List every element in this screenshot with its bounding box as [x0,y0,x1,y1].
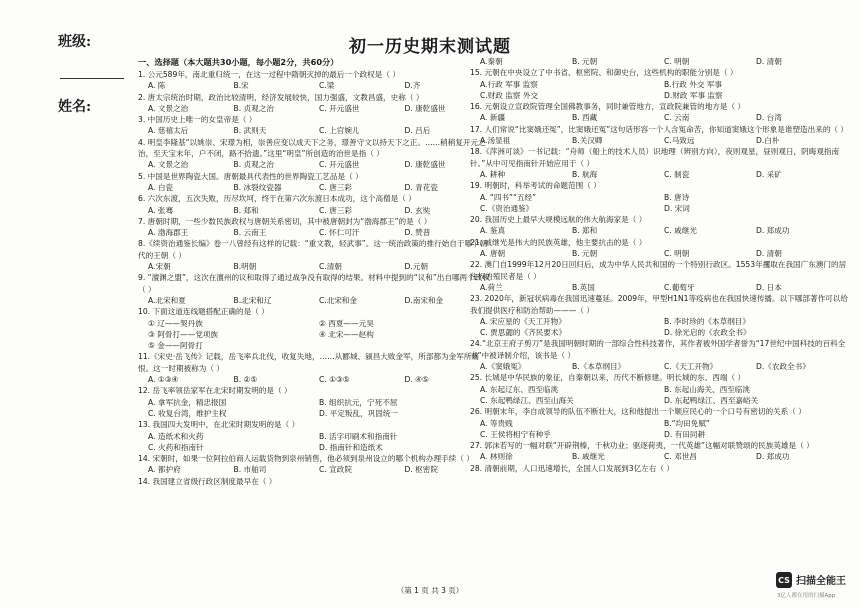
answer-option: C.财政 监察 外交 [480,90,539,100]
answer-option: D.白朴 [756,136,780,146]
question-item [138,306,490,351]
answer-option: C. 开元盛世 [319,103,360,113]
camscanner-name: 扫描全能王 [796,576,846,587]
answer-option: D. 宋词 [664,203,690,213]
answer-option: ③ 阿骨打——党项族 [148,329,218,339]
answer-option: C.葡萄牙 [664,282,695,292]
question-item [138,92,490,115]
answer-option: D. 郑成功 [756,452,790,462]
answer-option: D. 日本 [756,282,782,292]
right-question-list [470,56,848,474]
answer-option: B. 贞观之治 [233,103,274,113]
option-row [138,374,490,385]
question-text: 16. 元朝设立宣政院管理全国佛教事务，同时兼管地方，宣政院兼管的地方是（ ） [470,102,746,112]
option-row [138,227,490,238]
option-row [138,295,490,306]
option-row [138,159,490,170]
answer-option: D.元朝 [404,262,428,272]
option-row [138,318,490,352]
answer-option: B.“均田免赋” [664,418,710,428]
question-item [470,463,848,474]
option-row [470,169,848,180]
question-text: 9. “澶渊之盟”，这次在澶州的议和取得了通过战争没有取得的结果。材料中提到的“议和”出自哪两个政权（ ） [138,273,490,294]
question-item [470,214,848,237]
option-row [138,182,490,193]
question-text: 25. 长城是中华民族的象征，自秦朝以来，历代不断修建。明长城的东、西端（ ） [470,373,746,383]
question-text: 23. 2020年，新冠状病毒在我国迅速蔓延。2009年，甲型H1N1等疫病也在我国快速传播。以下哪部著作可以给我们提供医疗和防治帮助———（ ） [470,294,848,315]
answer-option: D. 康乾盛世 [404,160,446,170]
answer-option: D.《农政全书》 [756,362,810,372]
question-text: 6. 六次东渡，五次失败，历尽坎坷，终于在第六次东渡日本成功，这个高僧是（ ） [138,194,416,204]
answer-option: D. 清朝 [756,57,782,66]
answer-option: C. ①③⑤ [319,375,350,385]
answer-option: B. 元朝 [572,249,598,259]
answer-option: A. 拿军抗金，精忠报国 [148,397,227,407]
question-text: 13. 我国四大发明中，在北宋时期发明的是（ ） [138,420,300,430]
answer-option: B. 郑和 [572,226,598,236]
question-text: 1. 公元589年，南北重归统一，在这一过程中隋朝灭掉的最后一个政权是（ ） [138,70,400,79]
option-row [470,451,848,462]
option-row [138,464,490,475]
answer-option: C.《资治通鉴》 [480,203,534,213]
question-text: 17. 人们常说“比窦娥还冤”，比窦娥还冤”这句话形容一个人含冤命苦，你知道窦娥这个形象是谁塑造出来的（ ） [470,124,849,134]
question-text: 3. 中国历史上唯一的女皇帝是（ ） [138,115,257,125]
question-item [470,237,848,260]
answer-option: D. 玄奘 [404,205,431,215]
answer-option: B. ②⑤ [233,375,258,385]
answer-option: D. 徐光启的《农政全书》 [664,328,751,338]
question-item [138,193,490,216]
question-text: 8.《续资治通鉴长编》卷一八曾经有这样的记载：“重文教，轻武事”。这一统治政策的推行始自于哪个朝代的王朝（ ） [138,239,488,260]
answer-option: A.汤显祖 [480,136,511,146]
answer-option: ① 辽——契丹族 [148,318,203,328]
question-item [470,293,848,338]
answer-option: D. 有田同耕 [664,429,706,439]
answer-option: C. 收复台湾，维护主权 [148,408,227,418]
option-row [470,248,848,259]
question-text: 28. 清朝前期，人口迅速增长，全国人口发展到3亿左右（ ） [470,463,674,473]
answer-option: A.北宋和夏 [148,295,186,305]
option-row [470,384,848,407]
answer-option: D. 指南针和造纸术 [319,442,383,452]
answer-option: D. ④⑤ [404,375,429,385]
question-text: 21. 戚继光是伟大的民族英雄，他主要抗击的是（ ） [470,237,647,247]
answer-option: C. 戚继光 [664,226,697,236]
class-label: 班级: [58,34,92,50]
answer-option: B. 戚继光 [572,452,605,462]
answer-option: D.南宋和金 [404,295,444,305]
answer-option: C. 制瓷 [664,169,690,179]
question-item [470,146,848,180]
question-text: 27. 郭沫若写的一幅对联“开辟荆榛，千秋功业；驱逐荷夷，一代英雄”这幅对联赞颂的民族英雄是（ ） [470,441,814,451]
option-row [470,56,848,67]
answer-option: A. 张骞 [148,205,174,215]
right-column [470,56,848,474]
answer-option: C.梁 [319,81,335,91]
question-item [138,69,490,92]
answer-option: C. 邓世昌 [664,452,697,462]
question-item [138,272,490,306]
answer-option: B.《本草纲目》 [572,362,626,372]
answer-option: C. 东起鸭绿江、西至山海关 [480,395,574,405]
option-row [470,225,848,236]
answer-option: C. 怀仁可汗 [319,228,360,238]
answer-option: A. 鉴真 [480,226,506,236]
answer-option: C. 火药和指南针 [148,442,204,452]
option-row [138,80,490,91]
question-text: 22. 澳门自1999年12月20日回归后，成为中华人民共和国的一个特别行政区。1553年攫取在我国广东澳门的居住权的殖民者是（ ） [470,260,847,281]
answer-option: B. 西藏 [572,113,598,123]
answer-option: A. 等贵贱 [480,418,513,428]
question-text: 12. 岳飞率领岳家军在北宋时期发明的是（ ） [138,386,292,396]
answer-option: D. 吕后 [404,126,431,136]
left-column [138,56,490,487]
question-item [470,101,848,124]
page-footer: （第 1 页 共 3 页） [396,586,464,595]
answer-option: A. 东起辽东、西至临洮 [480,384,559,394]
answer-option: C. 唐三彩 [319,205,352,215]
question-item [138,238,490,272]
question-item [138,114,490,137]
question-text: 10. 下面这道连线题搭配正确的是（ ） [138,307,269,317]
name-label: 姓名: [58,99,92,115]
camscanner-tagline: 3亿人都在用的扫描App [777,593,836,599]
question-text: 15. 元朝在中央设立了中书省、枢密院、和御史台，这些机构的职能分别是（ ） [470,68,738,78]
option-row [138,261,490,272]
class-underline [60,78,124,79]
question-item [470,372,848,406]
answer-option: B. 组织抗元，宁死不屈 [319,397,398,407]
answer-option: A. 慈禧太后 [148,126,189,136]
answer-option: A.秦朝 [480,57,503,66]
answer-option: D.财政 军事 监察 [664,90,723,100]
answer-option: C.《天工开物》 [664,362,718,372]
answer-option: B.北宋和辽 [233,295,272,305]
question-item [138,137,490,171]
question-text: 26. 明朝末年，李自成领导的队伍不断壮大，这和他提出一个顺应民心的一个口号有密切的关系（ ） [470,407,806,417]
question-item [470,124,848,147]
camscanner-logo-icon: CS [776,572,792,588]
question-item [138,419,490,453]
question-item [138,385,490,419]
question-text: 4. 明皇李隆基“以姚崇、宋璟为相，崇善应变以成天下之务，璟善守文以持天下之正。……稍稍复开元之治，至天宝末年，户不闭，路不拾遗。”这里“明皇”所创造的治世是指（ ） [138,137,486,159]
answer-option: C. 明朝 [664,249,690,259]
answer-option: D. 采矿 [756,169,782,179]
answer-option: D. 赞普 [404,228,431,238]
answer-option: ④ 北宋——赵构 [319,329,374,339]
question-text: 18.《萍洲可谈》一书记载：“舟师（船上的技术人员）识地理（辨别方向），夜则观星，昼则观日，阴晦观指南针。”从中可见指南针开始应用于（ ） [470,147,840,168]
answer-option: D. 康乾盛世 [404,103,446,113]
answer-option: A. 文景之治 [148,103,189,113]
option-row [470,361,848,372]
answer-option: B. 元朝 [572,57,598,66]
answer-option: A. 文景之治 [148,160,189,170]
question-item [138,476,490,487]
answer-option: A. 都护府 [148,465,181,475]
question-item [138,453,490,476]
answer-option: A.行政 军事 监察 [480,79,538,89]
answer-option: B.行政 外交 军事 [664,79,723,89]
answer-option: B. 唐诗 [664,192,690,202]
question-item [470,338,848,372]
answer-option: B. 云南王 [233,228,267,238]
option-row [138,397,490,420]
question-item [138,216,490,239]
answer-option: D.齐 [404,81,421,91]
answer-option: B. 武则天 [233,126,267,136]
option-row [470,112,848,123]
answer-option: A. 新疆 [480,113,506,123]
answer-option: B. 东起山海关、西至临洮 [664,384,750,394]
answer-option: A. 造纸术和火药 [148,431,204,441]
section-heading: 一、选择题（本大题共30小题，每小题2分，共60分） [138,57,339,67]
answer-option: D. 清朝 [756,249,782,259]
answer-option: C. 上官婉儿 [319,126,360,136]
option-row [470,316,848,339]
answer-option: A. “四书”“五经” [480,192,536,202]
answer-option: D. 台湾 [756,113,782,123]
option-row [470,418,848,441]
answer-option: B.明朝 [233,262,257,272]
question-text: 5. 中国是世界陶瓷大国。唐朝最具代表性的世界陶瓷工艺品是（ ） [138,171,363,181]
answer-option: ⑤ 金——阿骨打 [148,341,203,351]
question-text: 20. 我国历史上最早大规模远航的伟大航海家是（ ） [470,215,647,225]
question-item [470,406,848,440]
answer-option: D. 郑成功 [756,226,790,236]
question-item [470,440,848,463]
question-text: 11.《宋史·岳飞传》记载，岳飞率兵北伐，收复失地，……从郾城、颍昌大败金军，所部都为金军所痛恨。这一时期被称为（ ） [138,352,480,373]
answer-option: A.荷兰 [480,282,503,292]
answer-option: A. 白瓷 [148,182,174,192]
option-row [138,103,490,114]
answer-option: C. 贾思勰的《齐民要术》 [480,328,567,338]
answer-option: C. 开元盛世 [319,160,360,170]
answer-option: D. 平定叛乱，巩固统一 [319,408,399,418]
question-text: 2. 唐太宗统治时期，政治比较清明，经济发展较快，国力强盛，文教昌盛，史称（ ） [138,92,424,102]
answer-option: C. 明朝 [664,57,690,66]
option-row [138,205,490,216]
answer-option: B. 李时珍的《本草纲目》 [664,316,750,326]
answer-option: A. 唐朝 [480,249,506,259]
question-item [470,56,848,67]
question-item [138,171,490,194]
answer-option: ② 西夏——元昊 [319,318,374,328]
question-item [470,180,848,214]
answer-option: B. 市舶司 [233,465,267,475]
question-item [138,351,490,385]
question-item [470,67,848,101]
question-text: 24.“北京王府子剪刀”是我国明朝时期的一部综合性科技著作，其作者被外国学者誉为“17世纪中国科技的百科全书”中被译制介绍，该书是（ ） [470,339,846,360]
answer-option: B. 贞观之治 [233,160,274,170]
answer-option: C.清朝 [319,262,342,272]
answer-option: A. 渤海郡王 [148,228,189,238]
answer-option: B. 活字印刷术和指南针 [319,431,398,441]
answer-option: B.关汉卿 [572,136,603,146]
answer-option: C.马致远 [664,136,695,146]
option-row [470,79,848,102]
answer-option: A.《窦娥冤》 [480,362,526,372]
answer-option: B.宋 [233,81,249,91]
answer-option: A. 宋应星的《天工开物》 [480,316,566,326]
answer-option: A. ①③④ [148,375,179,385]
left-question-list [138,69,490,487]
option-row [470,135,848,146]
answer-option: C. 王侯将相宁有种乎 [480,429,551,439]
exam-title: 初一历史期末测试题 [349,37,511,57]
option-row [138,431,490,454]
answer-option: A. 耕种 [480,169,506,179]
answer-option: B. 冰裂纹瓷器 [233,182,282,192]
answer-option: A.宋朝 [148,262,171,272]
answer-option: C. 云南 [664,113,690,123]
answer-option: B.英国 [572,282,595,292]
answer-option: B. 航海 [572,169,598,179]
question-text: 14. 宋朝时，如果一位阿拉伯商人运载货物到泉州销售，他必须到泉州设立的哪个机构办理手续（ ） [138,454,474,464]
question-item [470,259,848,293]
option-row [470,282,848,293]
answer-option: D. 青花瓷 [404,182,438,192]
answer-option: C. 宣政院 [319,465,352,475]
option-row [470,192,848,215]
answer-option: A. 陈 [148,81,166,91]
question-text: 14. 我国建立省级行政区制度最早在（ ） [138,476,277,486]
option-row [138,125,490,136]
answer-option: C.北宋和金 [319,295,358,305]
question-text: 7. 唐朝时期，一些少数民族政权与唐朝关系密切，其中被唐朝封为“渤海郡王”的是（ ） [138,216,432,226]
answer-option: C. 唐三彩 [319,182,352,192]
answer-option: A. 林则徐 [480,452,513,462]
answer-option: B. 郑和 [233,205,259,215]
answer-option: D. 东起鸭绿江、西至嘉峪关 [664,395,759,405]
answer-option: D. 枢密院 [404,465,438,475]
question-text: 19. 明朝时，科举考试的命题范围（ ） [470,181,601,191]
